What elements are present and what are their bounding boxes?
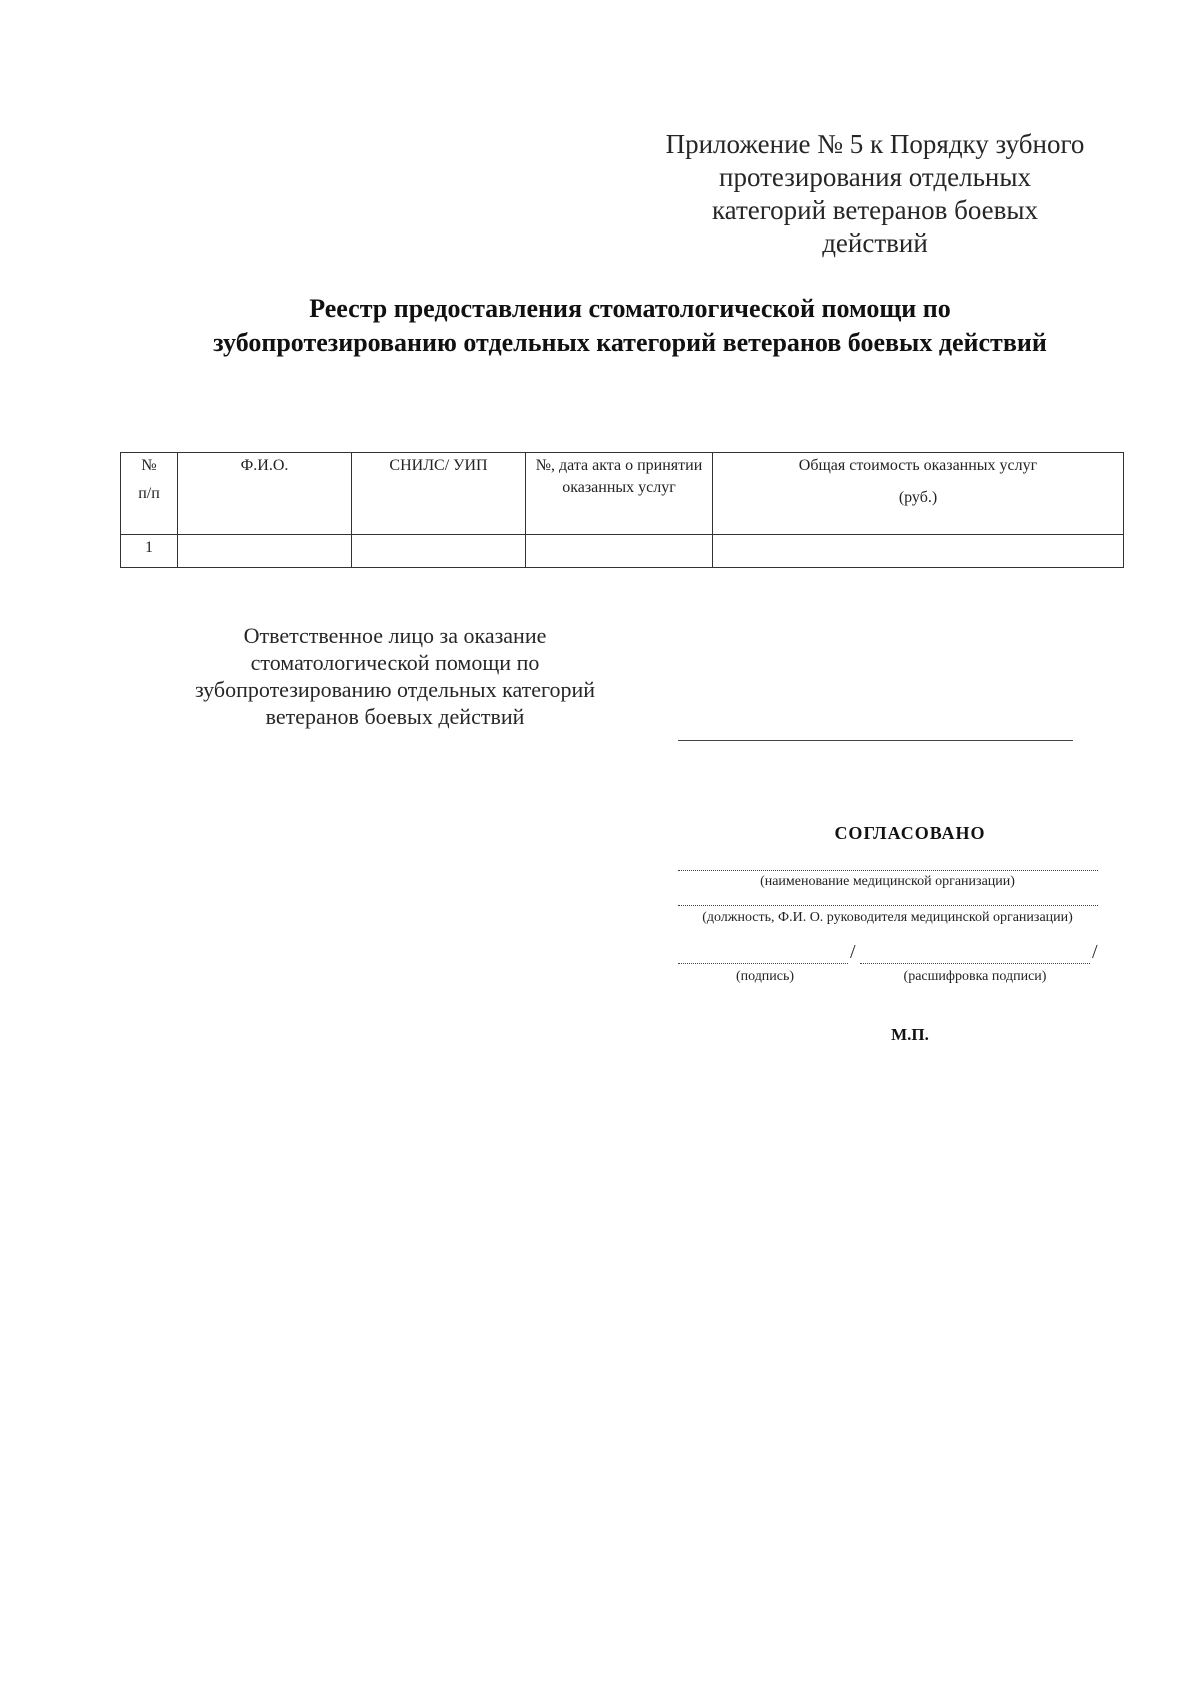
- column-header-number-symbol: №: [141, 457, 157, 474]
- document-title: [150, 292, 1110, 360]
- signature-decoding-caption: (расшифровка подписи): [903, 969, 1047, 984]
- head-position-line: [678, 905, 1098, 906]
- appendix-note: [640, 128, 1110, 260]
- signature-caption: (подпись): [735, 969, 795, 984]
- registry-table: [120, 452, 1124, 568]
- appendix-line: категорий ветеранов боевых: [711, 195, 1039, 225]
- column-header-act: №, дата акта о принятии оказанных услуг: [526, 453, 713, 535]
- head-position-caption: (должность, Ф.И. О. руководителя медицинской организации): [702, 910, 1073, 925]
- appendix-line: Приложение № 5 к Порядку зубного: [665, 129, 1085, 159]
- responsible-signature-line: [678, 740, 1073, 741]
- signature-end-separator: /: [1092, 941, 1098, 963]
- organization-name-caption: (наименование медицинской организации): [760, 874, 1015, 889]
- responsible-line: стоматологической помощи по: [250, 650, 540, 675]
- column-header-number-sub: п/п: [138, 485, 160, 502]
- table-header-row: [121, 453, 1124, 535]
- column-header-cost-label: Общая стоимость оказанных услуг: [798, 457, 1038, 474]
- cell-number: 1: [121, 535, 178, 568]
- column-header-snils: СНИЛС/ УИП: [352, 453, 526, 535]
- cell-snils: [352, 535, 526, 568]
- approval-heading: СОГЛАСОВАНО: [834, 823, 986, 843]
- title-line: Реестр предоставления стоматологической помощи по: [309, 294, 951, 323]
- organization-name-line: [678, 870, 1098, 871]
- column-header-cost-unit: (руб.): [898, 489, 938, 506]
- cell-act: [526, 535, 713, 568]
- signature-decoding-line: [860, 963, 1090, 964]
- responsible-person-label: [160, 622, 630, 730]
- signature-separator: /: [850, 941, 856, 963]
- appendix-line: протезирования отдельных: [719, 162, 1031, 192]
- stamp-place: М.П.: [891, 1025, 929, 1044]
- cell-fio: [178, 535, 352, 568]
- column-header-cost: [713, 453, 1124, 535]
- responsible-line: ветеранов боевых действий: [265, 704, 525, 729]
- cell-cost: [713, 535, 1124, 568]
- column-header-number: [121, 453, 178, 535]
- responsible-line: зубопротезированию отдельных категорий: [194, 677, 596, 702]
- appendix-line: действий: [822, 228, 928, 258]
- table-row: [121, 535, 1124, 568]
- column-header-fio: Ф.И.О.: [178, 453, 352, 535]
- responsible-line: Ответственное лицо за оказание: [243, 623, 547, 648]
- title-line: зубопротезированию отдельных категорий ветеранов боевых действий: [213, 328, 1047, 357]
- signature-line: [678, 963, 848, 964]
